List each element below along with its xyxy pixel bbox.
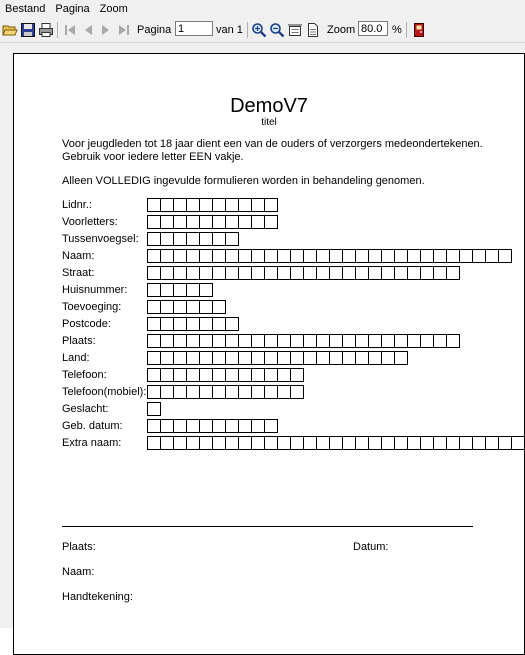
- character-boxes: [147, 419, 277, 433]
- character-box: [238, 385, 252, 399]
- character-box: [186, 249, 200, 263]
- character-box: [212, 317, 226, 331]
- character-box: [251, 249, 265, 263]
- character-box: [420, 266, 434, 280]
- character-box: [329, 436, 343, 450]
- form-field-label: Telefoon(mobiel):: [62, 386, 147, 398]
- next-page-icon[interactable]: [98, 22, 114, 38]
- character-box: [212, 249, 226, 263]
- character-box: [238, 249, 252, 263]
- character-box: [186, 215, 200, 229]
- character-box: [303, 351, 317, 365]
- character-boxes: [147, 232, 238, 246]
- character-box: [251, 198, 265, 212]
- character-box: [238, 351, 252, 365]
- character-box: [264, 419, 278, 433]
- character-box: [433, 249, 447, 263]
- character-box: [316, 249, 330, 263]
- character-box: [199, 300, 213, 314]
- form-field-label: Huisnummer:: [62, 284, 128, 296]
- character-box: [173, 198, 187, 212]
- character-box: [238, 368, 252, 382]
- character-box: [199, 385, 213, 399]
- character-box: [173, 249, 187, 263]
- exit-door-icon[interactable]: [411, 22, 427, 38]
- toolbar-separator: [57, 22, 58, 38]
- character-box: [147, 232, 161, 246]
- signature-handtekening-label: Handtekening:: [62, 591, 133, 603]
- character-box: [186, 198, 200, 212]
- character-box: [329, 266, 343, 280]
- character-box: [511, 436, 525, 450]
- character-box: [199, 368, 213, 382]
- character-box: [173, 385, 187, 399]
- character-box: [173, 300, 187, 314]
- character-box: [238, 215, 252, 229]
- signature-divider: [62, 526, 473, 527]
- character-box: [147, 283, 161, 297]
- character-box: [160, 334, 174, 348]
- character-box: [342, 334, 356, 348]
- character-box: [446, 334, 460, 348]
- character-box: [381, 249, 395, 263]
- character-box: [238, 334, 252, 348]
- character-box: [199, 436, 213, 450]
- character-box: [173, 368, 187, 382]
- form-field-label: Postcode:: [62, 318, 111, 330]
- character-box: [225, 317, 239, 331]
- character-box: [264, 368, 278, 382]
- character-box: [303, 266, 317, 280]
- character-box: [472, 249, 486, 263]
- character-box: [407, 249, 421, 263]
- intro-text: Voor jeugdleden tot 18 jaar dient een van de ouders of verzorgers medeondertekenen.: [62, 138, 483, 150]
- character-boxes: [147, 300, 225, 314]
- character-box: [251, 334, 265, 348]
- character-box: [303, 249, 317, 263]
- character-box: [238, 436, 252, 450]
- character-boxes: [147, 266, 459, 280]
- character-box: [186, 385, 200, 399]
- character-box: [290, 436, 304, 450]
- signature-datum-label: Datum:: [353, 541, 389, 553]
- character-box: [264, 351, 278, 365]
- character-box: [199, 215, 213, 229]
- character-boxes: [147, 351, 407, 365]
- character-box: [329, 249, 343, 263]
- character-box: [251, 266, 265, 280]
- toolbar: [0, 18, 525, 43]
- character-box: [433, 436, 447, 450]
- character-box: [381, 266, 395, 280]
- character-box: [186, 283, 200, 297]
- zoom-label: Zoom: [327, 24, 356, 36]
- character-box: [186, 232, 200, 246]
- form-field-label: Land:: [62, 352, 90, 364]
- character-box: [225, 419, 239, 433]
- toolbar-separator: [406, 22, 407, 38]
- character-box: [199, 351, 213, 365]
- page-number-input[interactable]: [175, 21, 213, 36]
- character-box: [342, 436, 356, 450]
- character-boxes: [147, 198, 277, 212]
- character-box: [368, 249, 382, 263]
- character-box: [264, 266, 278, 280]
- character-box: [186, 368, 200, 382]
- character-box: [277, 385, 291, 399]
- document-title: DemoV7: [230, 95, 308, 117]
- character-box: [420, 334, 434, 348]
- character-box: [160, 283, 174, 297]
- character-box: [225, 266, 239, 280]
- save-icon[interactable]: [20, 22, 36, 38]
- character-box: [160, 368, 174, 382]
- character-box: [199, 419, 213, 433]
- character-box: [251, 351, 265, 365]
- menu-pagina[interactable]: Pagina: [55, 3, 90, 15]
- character-box: [355, 334, 369, 348]
- character-box: [160, 266, 174, 280]
- character-box: [238, 419, 252, 433]
- character-box: [160, 419, 174, 433]
- character-box: [420, 436, 434, 450]
- character-box: [225, 385, 239, 399]
- character-box: [212, 266, 226, 280]
- character-box: [251, 368, 265, 382]
- character-box: [355, 351, 369, 365]
- character-box: [290, 351, 304, 365]
- character-box: [212, 385, 226, 399]
- character-box: [199, 249, 213, 263]
- character-box: [173, 419, 187, 433]
- character-box: [199, 198, 213, 212]
- character-box: [173, 436, 187, 450]
- character-box: [368, 436, 382, 450]
- character-box: [147, 334, 161, 348]
- character-box: [264, 215, 278, 229]
- character-box: [147, 436, 161, 450]
- form-field-label: Lidnr.:: [62, 199, 92, 211]
- page-label: Pagina: [137, 24, 172, 36]
- character-boxes: [147, 317, 238, 331]
- zoom-input[interactable]: [358, 21, 388, 36]
- character-box: [147, 368, 161, 382]
- character-box: [394, 266, 408, 280]
- character-box: [277, 368, 291, 382]
- character-box: [251, 419, 265, 433]
- character-box: [173, 266, 187, 280]
- character-box: [277, 334, 291, 348]
- character-box: [264, 385, 278, 399]
- character-box: [277, 436, 291, 450]
- character-box: [225, 215, 239, 229]
- character-box: [160, 351, 174, 365]
- character-box: [355, 266, 369, 280]
- character-box: [212, 419, 226, 433]
- character-box: [238, 266, 252, 280]
- character-box: [225, 436, 239, 450]
- first-page-icon[interactable]: [62, 22, 78, 38]
- character-box: [368, 351, 382, 365]
- character-box: [446, 249, 460, 263]
- character-box: [277, 266, 291, 280]
- form-field-label: Plaats:: [62, 335, 96, 347]
- form-field-label: Toevoeging:: [62, 301, 122, 313]
- toolbar-separator: [247, 22, 248, 38]
- character-box: [173, 232, 187, 246]
- menu-zoom[interactable]: Zoom: [99, 3, 128, 15]
- character-box: [264, 249, 278, 263]
- menu-bestand[interactable]: Bestand: [5, 3, 46, 15]
- character-box: [173, 317, 187, 331]
- character-boxes: [147, 402, 160, 416]
- character-box: [186, 317, 200, 331]
- character-box: [251, 385, 265, 399]
- character-box: [329, 351, 343, 365]
- character-box: [186, 334, 200, 348]
- character-box: [381, 436, 395, 450]
- form-field-label: Extra naam:: [62, 437, 122, 449]
- character-box: [160, 232, 174, 246]
- character-box: [160, 317, 174, 331]
- character-box: [173, 283, 187, 297]
- character-box: [147, 249, 161, 263]
- character-boxes: [147, 385, 303, 399]
- character-box: [381, 334, 395, 348]
- character-boxes: [147, 215, 277, 229]
- form-field-label: Geslacht:: [62, 403, 109, 415]
- previous-page-icon[interactable]: [80, 22, 96, 38]
- open-folder-icon[interactable]: [2, 22, 18, 38]
- form-field-label: Tussenvoegsel:: [62, 233, 139, 245]
- character-box: [147, 402, 161, 416]
- character-box: [186, 436, 200, 450]
- whole-page-icon[interactable]: [305, 22, 321, 38]
- character-box: [381, 351, 395, 365]
- print-icon[interactable]: [38, 22, 54, 38]
- character-box: [225, 334, 239, 348]
- zoom-in-icon[interactable]: [251, 22, 267, 38]
- character-box: [316, 266, 330, 280]
- character-box: [212, 232, 226, 246]
- character-box: [212, 334, 226, 348]
- character-box: [225, 198, 239, 212]
- character-box: [459, 436, 473, 450]
- character-box: [394, 249, 408, 263]
- zoom-unit-label: %: [392, 24, 402, 36]
- document-page: [13, 53, 525, 655]
- character-box: [212, 351, 226, 365]
- character-box: [472, 436, 486, 450]
- character-box: [186, 266, 200, 280]
- character-box: [446, 436, 460, 450]
- form-field-label: Voorletters:: [62, 216, 118, 228]
- character-box: [498, 249, 512, 263]
- character-box: [303, 334, 317, 348]
- character-box: [316, 351, 330, 365]
- character-box: [277, 249, 291, 263]
- character-box: [160, 300, 174, 314]
- character-box: [459, 249, 473, 263]
- character-box: [147, 215, 161, 229]
- character-box: [498, 436, 512, 450]
- character-box: [303, 436, 317, 450]
- page-width-icon[interactable]: [287, 22, 303, 38]
- character-box: [160, 198, 174, 212]
- signature-naam-label: Naam:: [62, 566, 95, 578]
- character-box: [433, 266, 447, 280]
- intro-text: Gebruik voor iedere letter EEN vakje.: [62, 151, 244, 163]
- character-box: [316, 436, 330, 450]
- character-box: [225, 232, 239, 246]
- character-box: [355, 249, 369, 263]
- character-box: [147, 385, 161, 399]
- character-box: [212, 300, 226, 314]
- character-box: [212, 436, 226, 450]
- character-box: [290, 385, 304, 399]
- character-box: [199, 266, 213, 280]
- character-box: [420, 249, 434, 263]
- character-box: [316, 334, 330, 348]
- character-box: [433, 334, 447, 348]
- character-box: [225, 249, 239, 263]
- character-box: [238, 198, 252, 212]
- character-box: [290, 334, 304, 348]
- character-box: [186, 419, 200, 433]
- character-box: [342, 351, 356, 365]
- character-boxes: [147, 368, 303, 382]
- form-field-label: Geb. datum:: [62, 420, 123, 432]
- character-box: [264, 198, 278, 212]
- character-box: [407, 334, 421, 348]
- character-box: [160, 436, 174, 450]
- signature-plaats-label: Plaats:: [62, 541, 96, 553]
- character-box: [394, 351, 408, 365]
- character-box: [368, 334, 382, 348]
- character-box: [251, 436, 265, 450]
- last-page-icon[interactable]: [116, 22, 132, 38]
- character-boxes: [147, 283, 212, 297]
- character-box: [407, 436, 421, 450]
- menu-bar: [0, 0, 525, 18]
- character-box: [147, 351, 161, 365]
- character-box: [394, 436, 408, 450]
- character-box: [225, 351, 239, 365]
- document-subtitle: titel: [261, 117, 277, 128]
- character-box: [485, 249, 499, 263]
- form-field-label: Telefoon:: [62, 369, 107, 381]
- character-box: [199, 283, 213, 297]
- character-box: [173, 215, 187, 229]
- character-box: [368, 266, 382, 280]
- character-box: [160, 385, 174, 399]
- character-box: [147, 419, 161, 433]
- character-box: [212, 198, 226, 212]
- character-box: [485, 436, 499, 450]
- character-box: [394, 334, 408, 348]
- character-box: [147, 266, 161, 280]
- character-box: [264, 334, 278, 348]
- character-box: [160, 249, 174, 263]
- character-box: [147, 317, 161, 331]
- character-box: [342, 249, 356, 263]
- page-count-label: van 1: [216, 24, 243, 36]
- character-box: [173, 334, 187, 348]
- character-box: [212, 215, 226, 229]
- character-box: [290, 266, 304, 280]
- character-box: [199, 232, 213, 246]
- character-box: [446, 266, 460, 280]
- character-box: [186, 351, 200, 365]
- character-box: [251, 215, 265, 229]
- character-box: [290, 249, 304, 263]
- character-box: [147, 300, 161, 314]
- notice-text: Alleen VOLLEDIG ingevulde formulieren worden in behandeling genomen.: [62, 175, 425, 187]
- character-boxes: [147, 436, 524, 450]
- character-box: [342, 266, 356, 280]
- character-box: [355, 436, 369, 450]
- character-box: [147, 198, 161, 212]
- character-box: [199, 334, 213, 348]
- form-field-label: Straat:: [62, 267, 95, 279]
- character-box: [199, 317, 213, 331]
- character-box: [290, 368, 304, 382]
- form-field-label: Naam:: [62, 250, 95, 262]
- character-boxes: [147, 334, 459, 348]
- character-box: [160, 215, 174, 229]
- character-box: [407, 266, 421, 280]
- zoom-out-icon[interactable]: [269, 22, 285, 38]
- character-box: [173, 351, 187, 365]
- character-box: [264, 436, 278, 450]
- character-boxes: [147, 249, 511, 263]
- character-box: [186, 300, 200, 314]
- character-box: [225, 368, 239, 382]
- document-viewer[interactable]: [0, 43, 525, 628]
- character-box: [277, 351, 291, 365]
- character-box: [329, 334, 343, 348]
- character-box: [212, 368, 226, 382]
